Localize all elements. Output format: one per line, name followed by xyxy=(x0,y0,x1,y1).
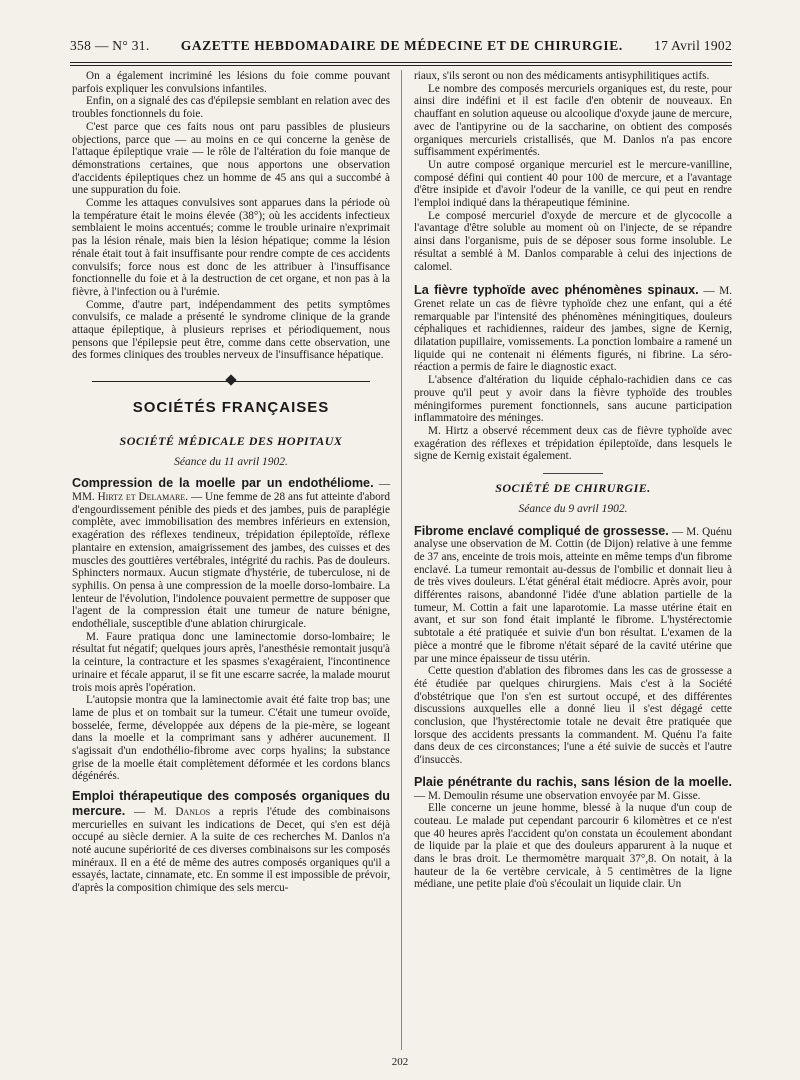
article-title: Plaie pénétrante du rachis, sans lésion de la moelle. xyxy=(414,774,732,789)
paragraph: On a également incriminé les lésions du foie comme pouvant parfois expliquer les convulsions infantiles. xyxy=(72,70,390,95)
journal-title: GAZETTE HEBDOMADAIRE DE MÉDECINE ET DE CHIRURGIE. xyxy=(180,38,623,53)
paragraph: Elle concerne un jeune homme, blessé à la nuque d'un coup de couteau. Le malade put cependant parcourir 6 kilomètres et ce n'est que 40 heures après l'accident qu'on constata un écoulement abondant de liquide par la plaie et que des douleurs apparurent à la nuque et dans le bras droit. Le thermomètre marquait 37°,8. On notait, à la hauteur de la 6e vertèbre cervicale, à 5 centimètres de la ligne médiane, une petite plaie d'où s'écoulait un liquide clair. Un xyxy=(414,802,732,891)
paragraph: L'absence d'altération du liquide céphalo-rachidien dans ce cas prouve qu'il peut y avoir dans la fièvre typhoïde des troubles méningiformes purement fonctionnels, sans aucune participation inflammatoire des méninges. xyxy=(414,374,732,425)
paragraph: Cette question d'ablation des fibromes dans les cas de grossesse a été étudiée par quelques chirurgiens. Mais c'est à la Société d'obstétrique que l'on s'en est surtout occupé, et des différentes discussions auxquelles elle a donné lieu il s'est dégagé cette conclusion, que l'hystérectomie totale ne devait être pratiquée que lorsque des accidents pressants la commandent. M. Quénu l'a faite dans deux de ces circonstances; l'une a été suivie de succès et l'autre d'insuccès. xyxy=(414,665,732,767)
section-divider xyxy=(72,374,390,388)
paragraph: Enfin, on a signalé des cas d'épilepsie semblant en relation avec des troubles fonctionnels du foie. xyxy=(72,95,390,121)
article-body: — M. Demoulin résume une observation envoyée par M. Gisse. xyxy=(414,789,701,802)
article xyxy=(72,789,390,895)
paragraph: Le composé mercuriel d'oxyde de mercure et de glycocolle a l'avantage d'être soluble au moment où on l'injecte, de se répandre ainsi dans l'organisme, puis de se déposer sous forme insoluble. Le résultat a semblé à M. Danlos comparable à celui des injections de calomel. xyxy=(414,209,732,273)
paragraph: M. Hirtz a observé récemment deux cas de fièvre typhoïde avec exagération des réflexes et trépidation épileptoïde, dans lesquels le signe de Kernig existait également. xyxy=(414,424,732,463)
article-body: — Une femme de 28 ans fut atteinte d'abord d'engourdissement pénible des pieds et des jambes, puis de paraplégie complète, avec immobilisation des membres inférieurs en extension, exagération des réflexes tendineux, trépidation épileptoïde, réflexe plantaire en extension, amaigrissement des jambes, des cuisses et des muscles des gouttières vertébrales, intégrité du rachis. Pas de douleurs. Sphincters normaux. Aucun stigmate d'hystérie, de tuberculose, ni de syphilis. On pensa à une compression de la moelle dorso-lombaire. La lenteur de l'évolution, l'indolence pouvaient permettre de supposer que l'agent de la compression était une tumeur de nature bénigne, endothéliale, susceptible d'une ablation chirurgicale. xyxy=(72,490,391,631)
article-authors: — MM. Hirtz et Delamare. xyxy=(72,478,391,503)
page-info: 358 — N° 31. xyxy=(70,38,150,53)
right-column xyxy=(414,70,732,891)
article-title: Compression de la moelle par un endothéliome. xyxy=(72,476,374,491)
paragraph: L'autopsie montra que la laminectomie avait été faite trop bas; une lame de plus et on tombait sur la tumeur. C'était une tumeur ovoïde, bosselée, ferme, développée aux dépens de la pie-mère, se logeant dans la moelle et la comprimant sans y adhérer aucunement. Il s'agissait d'un endothélio-fibrome avec corps hyalins; la substance grise de la moelle était complètement déformée et les cordons blancs dégénérés. xyxy=(72,694,390,783)
society-heading: SOCIÉTÉ DE CHIRURGIE. xyxy=(495,481,651,496)
column-divider xyxy=(401,70,402,1050)
article-body: a repris l'étude des combinaisons mercurielles en suivant les indications de Decet, qui s'en est déjà occupé au siècle dernier. A la suite de ces recherches M. Danlos n'a noté aucune supériorité de ces diverses combinaisons sur les composés minéraux. Il en a été de même des autres composés organiques qu'il a essayés, lactate, cinnamate, etc. En somme il est impossible de prévoir, d'après la composition chimique des sels mercu- xyxy=(72,805,391,895)
article xyxy=(414,283,732,374)
article-title: La fièvre typhoïde avec phénomènes spinaux. xyxy=(414,283,699,298)
paragraph: M. Faure pratiqua donc une laminectomie dorso-lombaire; le résultat fut négatif; quelques jours après, l'anesthésie remontait jusqu'à la ceinture, la contracture et les spasmes s'exagéraient, l'incontinence urinaire et fécale apparut, il se fit une escarre sacrée, la malade mourut trois mois après l'opération. xyxy=(72,630,390,694)
session-date: Séance du 9 avril 1902. xyxy=(518,502,628,515)
article-title: Fibrome enclavé compliqué de grossesse. xyxy=(414,523,669,538)
paragraph: Le nombre des composés mercuriels organiques est, du reste, pour ainsi dire indéfini et il est facile d'en obtenir de nouveaux. En chauffant en solution aqueuse ou alcoolique d'oxyde jaune de mercure, avec de l'antipyrine ou de la saccharine, on obtient des composés organiques mercuriels cristallisés, que M. Danlos n'a pas encore suffisamment expérimentés. xyxy=(414,82,732,159)
issue-date: 17 Avril 1902 xyxy=(654,38,732,53)
section-title: SOCIÉTÉS FRANÇAISES xyxy=(132,399,330,417)
paragraph: Comme, d'autre part, indépendamment des petits symptômes convulsifs, ce malade a présenté le syndrome clinique de la grande attaque épileptique, à plusieurs reprises et périodiquement, nous pensons que l'épilepsie peut être, comme dans cette observation, une des formes cliniques des troubles nerveux de l'insuffisance hépatique. xyxy=(72,298,390,362)
society-heading: SOCIÉTÉ MÉDICALE DES HOPITAUX xyxy=(119,433,343,448)
article xyxy=(72,476,390,630)
left-column xyxy=(72,70,390,895)
diamond-ornament-icon xyxy=(225,375,236,386)
paragraph: Un autre composé organique mercuriel est le mercure-vanilline, composé défini qui contient 40 pour 100 de mercure, et a l'avantage d'être insipide et d'avoir l'odeur de la vanille, ce qui peut en rendre l'emploi indiqué dans la thérapeutique féminine. xyxy=(414,158,732,210)
short-divider xyxy=(543,473,603,474)
paragraph: C'est parce que ces faits nous ont paru passibles de plusieurs objections, parce que — au moins en ce qui concerne la genèse de l'attaque épileptique vraie — le rôle de l'altération du foie manque de démonstrations certaines, que nous apportons une observation d'accidents épileptiques chez un homme de 45 ans qui a succombé à une suppuration du foie. xyxy=(72,120,390,197)
article-body: — M. Grenet relate un cas de fièvre typhoïde chez une enfant, qui a été remarquable par l'intensité des phénomènes méningitiques, douleurs céphaliques et rachidiennes, raideur des jambes, signe de Kernig, dilatation pupillaire, vomissements. La ponction lombaire a ramené un liquide qui ne contenait ni éléments figurés, ni fibrine. La séro-réaction a permis de faire le diagnostic exact. xyxy=(414,285,733,374)
paragraph: riaux, s'ils seront ou non des médicaments antisyphilitiques actifs. xyxy=(414,70,710,82)
header-rule-double xyxy=(70,65,732,66)
article xyxy=(414,775,732,802)
paragraph: Comme les attaques convulsives sont apparues dans la période où la température était le moins élevée (38°); où les accidents infectieux semblaient le moins accentués; comme le trouble urinaire n'exprimait pas la lésion rénale, mais bien la lésion hépatique; comme la lésion rénale était tout à fait insuffisante pour rendre compte de ces accidents convulsifs; force nous est donc de les attribuer à l'insuffisance fonctionnelle du foie et à la destruction de cet organe, et non pas à la fièvre, à l'infection ou à l'urémie. xyxy=(72,197,390,298)
session-date: Séance du 11 avril 1902. xyxy=(174,455,288,468)
header-rule xyxy=(70,62,732,63)
article-title: Emploi thérapeutique des composés organiques du mercure. xyxy=(72,789,390,818)
article xyxy=(414,524,732,666)
page-header xyxy=(70,38,732,58)
article-body: — M. Quénu analyse une observation de M. Cottin (de Dijon) relative à une femme de 37 ans, enceinte de trois mois, atteinte en même temps d'un fibrome enclavé. La tumeur remontait au-dessus de l'ombilic et donnait lieu à de très vives douleurs. L'état général était médiocre. Après avoir, pour différentes raisons, abandonné l'idée d'une ablation partielle de la tumeur, M. Cottin a fait une laparotomie. La masse utérine était en avant, et sur son fond était implanté le fibrome. L'hystérectomie subtotale a été pratiquée et suivie d'un bon résultat. L'examen de la pièce a montré que le fibrome n'était séparé de la cavité utérine que par une mince épaisseur de tissu utérin. xyxy=(414,525,732,665)
page-number: 202 xyxy=(391,1056,409,1068)
article-authors: — M. Danlos xyxy=(133,805,211,818)
